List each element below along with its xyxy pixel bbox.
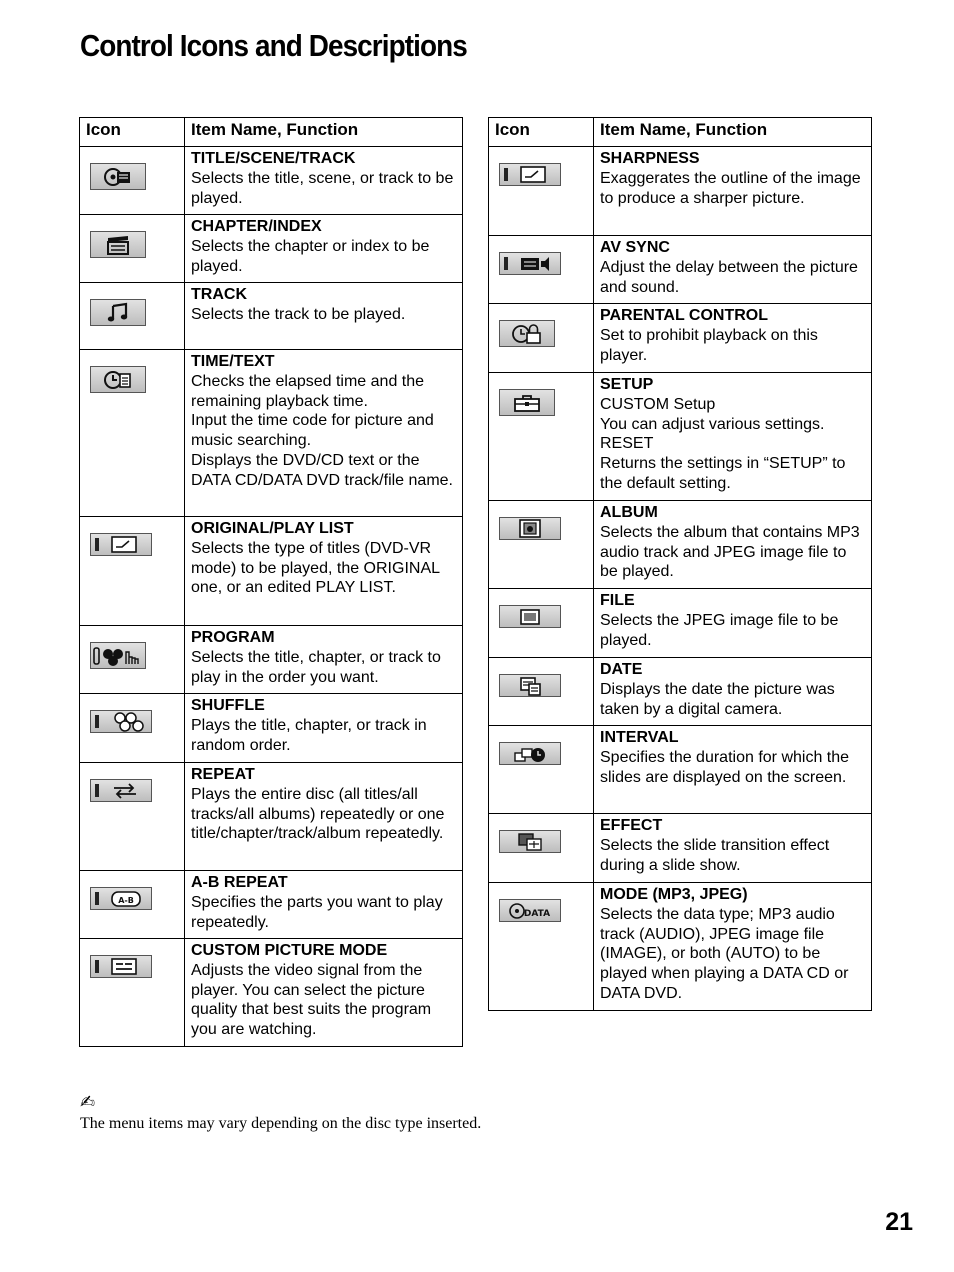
table-row (489, 373, 872, 501)
table-row (80, 283, 463, 350)
item-description: CUSTOM Setup You can adjust various settings. RESET Returns the settings in “SETUP” to the default setting. (600, 395, 846, 492)
bar-icon (504, 257, 508, 270)
setup-icon (499, 389, 555, 416)
icon-column-header: Icon (80, 118, 185, 147)
table-row (489, 236, 872, 304)
item-name: TIME/TEXT (191, 353, 275, 370)
parental-control-icon (499, 320, 555, 347)
item-name: EFFECT (600, 817, 663, 834)
av-sync-icon (499, 252, 561, 275)
bar-icon (95, 538, 99, 551)
item-description: Selects the type of titles (DVD-VR mode) to be played, the ORIGINAL one, or an edited PLAY LIST. (191, 539, 440, 597)
item-name: PROGRAM (191, 629, 275, 646)
item-name: MODE (MP3, JPEG) (600, 886, 748, 903)
mode-mp3-jpeg-icon (499, 899, 561, 922)
item-description: Specifies the parts you want to play repeatedly. (191, 893, 443, 931)
bar-icon (95, 960, 99, 973)
page-title: Control Icons and Descriptions (80, 28, 467, 63)
item-description: Selects the data type; MP3 audio track (AUDIO), JPEG image file (IMAGE), or both (AUTO) to be played when playing a DATA CD or DATA DVD. (600, 905, 849, 1002)
item-name: CHAPTER/INDEX (191, 218, 322, 235)
item-description: Selects the title, scene, or track to be played. (191, 169, 454, 207)
item-name: INTERVAL (600, 729, 679, 746)
custom-picture-mode-icon (90, 955, 152, 978)
item-name: TITLE/SCENE/TRACK (191, 150, 356, 167)
item-name: SHARPNESS (600, 150, 700, 167)
item-name: SETUP (600, 376, 654, 393)
pencil-note-icon: ✍ (80, 1092, 96, 1113)
bar-icon (95, 715, 99, 728)
item-description: Adjust the delay between the picture and sound. (600, 258, 858, 296)
table-row (80, 350, 463, 517)
item-description: Displays the date the picture was taken by a digital camera. (600, 680, 835, 718)
item-description: Set to prohibit playback on this player. (600, 326, 818, 364)
track-icon (90, 299, 146, 326)
item-description: Selects the JPEG image file to be played. (600, 611, 839, 649)
item-description: Selects the album that contains MP3 audio track and JPEG image file to be played. (600, 523, 860, 581)
date-icon (499, 674, 561, 697)
item-name: AV SYNC (600, 239, 670, 256)
effect-icon (499, 830, 561, 853)
table-row (489, 304, 872, 373)
note-text: The menu items may vary depending on the disc type inserted. (80, 1115, 482, 1132)
page-number: 21 (885, 1208, 913, 1236)
file-icon (499, 605, 561, 628)
bar-icon (95, 784, 99, 797)
item-name: A-B REPEAT (191, 874, 288, 891)
table-row (80, 763, 463, 871)
a-b-icon-label: A-B (118, 895, 134, 905)
item-name: FILE (600, 592, 635, 609)
item-name: REPEAT (191, 766, 255, 783)
bar-icon (95, 892, 99, 905)
table-header-row (80, 118, 463, 147)
item-name: PARENTAL CONTROL (600, 307, 768, 324)
left-control-icons-table (79, 117, 463, 1047)
item-description: Selects the track to be played. (191, 305, 406, 323)
table-row (489, 589, 872, 658)
item-description: Selects the title, chapter, or track to play in the order you want. (191, 648, 441, 686)
table-row (489, 501, 872, 589)
table-row (80, 694, 463, 763)
time-text-icon (90, 366, 146, 393)
item-description: Adjusts the video signal from the player. You can select the picture quality that best suits the program you are watching. (191, 961, 432, 1039)
table-row (80, 215, 463, 283)
bar-icon (504, 168, 508, 181)
table-row (80, 939, 463, 1047)
item-name: TRACK (191, 286, 247, 303)
item-description: Checks the elapsed time and the remaining playback time. Input the time code for picture and music searching. Displays the DVD/CD text or the DATA CD/DATA DVD track/file name. (191, 372, 453, 489)
table-row (489, 814, 872, 883)
table-row (80, 626, 463, 694)
item-column-header: Item Name, Function (185, 118, 463, 147)
table-row (80, 517, 463, 626)
program-icon (90, 642, 146, 669)
item-description: Plays the title, chapter, or track in random order. (191, 716, 427, 754)
table-row (489, 726, 872, 814)
item-name: CUSTOM PICTURE MODE (191, 942, 388, 959)
chapter-index-icon (90, 231, 146, 258)
icon-column-header: Icon (489, 118, 594, 147)
table-header-row (489, 118, 872, 147)
title-scene-track-icon (90, 163, 146, 190)
table-row (80, 147, 463, 215)
item-name: ORIGINAL/PLAY LIST (191, 520, 354, 537)
item-description: Exaggerates the outline of the image to produce a sharper picture. (600, 169, 861, 207)
shuffle-icon (90, 710, 152, 733)
item-description: Selects the chapter or index to be played. (191, 237, 430, 275)
right-control-icons-table (488, 117, 872, 1011)
item-description: Specifies the duration for which the slides are displayed on the screen. (600, 748, 850, 786)
album-icon (499, 517, 561, 540)
table-row (80, 871, 463, 939)
a-b-repeat-box-icon (90, 887, 152, 910)
item-description: Plays the entire disc (all titles/all tracks/all albums) repeatedly or one title/chapter/track/album repeatedly. (191, 785, 445, 843)
data-icon-label: DATA (523, 908, 551, 919)
interval-icon (499, 742, 561, 765)
repeat-icon (90, 779, 152, 802)
item-name: DATE (600, 661, 643, 678)
table-row (489, 658, 872, 726)
item-name: SHUFFLE (191, 697, 265, 714)
item-description: Selects the slide transition effect during a slide show. (600, 836, 830, 874)
original-play-list-icon (90, 533, 152, 556)
table-row (489, 147, 872, 236)
sharpness-icon (499, 163, 561, 186)
item-name: ALBUM (600, 504, 658, 521)
item-column-header: Item Name, Function (594, 118, 872, 147)
table-row (489, 883, 872, 1011)
